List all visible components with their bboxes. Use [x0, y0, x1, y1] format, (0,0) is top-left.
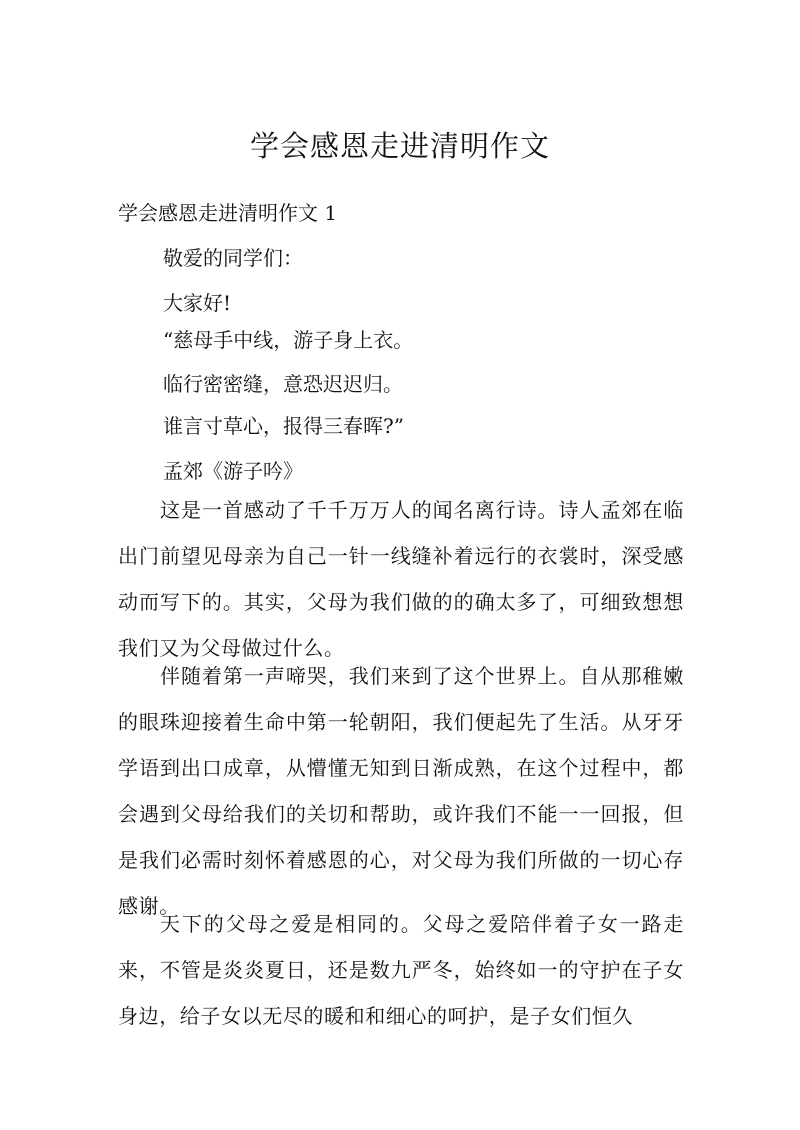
- body-paragraph-2: 伴随着第一声啼哭，我们来到了这个世界上。自从那稚嫩的眼珠迎接着生命中第一轮朝阳，我们便起先了生活。从牙牙学语到出口成章，从懵懂无知到日渐成熟，在这个过程中，都会遇到父母给我们的关切和帮助，或许我们不能一一回报，但是我们必需时刻怀着感恩的心，对父母为我们所做的一切心存感谢。: [118, 664, 684, 918]
- body-paragraph-1: 这是一首感动了千千万万人的闻名离行诗。诗人孟郊在临出门前望见母亲为自己一针一线缝补着远行的衣裳时，深受感动而写下的。其实，父母为我们做的的确太多了，可细致想想我们又为父母做过什么。: [118, 498, 684, 660]
- salutation-line: 敬爱的同学们：: [163, 246, 303, 270]
- greeting-line: 大家好!: [163, 291, 232, 315]
- document-title: 学会感恩走进清明作文: [249, 129, 550, 163]
- poem-line-3: 谁言寸草心，报得三春晖?”: [163, 414, 404, 438]
- poem-line-1: “慈母手中线，游子身上衣。: [163, 328, 414, 352]
- poem-line-2: 临行密密缝，意恐迟迟归。: [163, 372, 403, 396]
- section-heading: 学会感恩走进清明作文 1: [118, 201, 338, 225]
- body-paragraph-3: 天下的父母之爱是相同的。父母之爱陪伴着子女一路走来，不管是炎炎夏日，还是数九严冬，始终如一的守护在子女身边，给子女以无尽的暖和和细心的呵护，是子女们恒久: [118, 912, 684, 1028]
- poem-attribution: 孟郊《游子吟》: [163, 459, 303, 483]
